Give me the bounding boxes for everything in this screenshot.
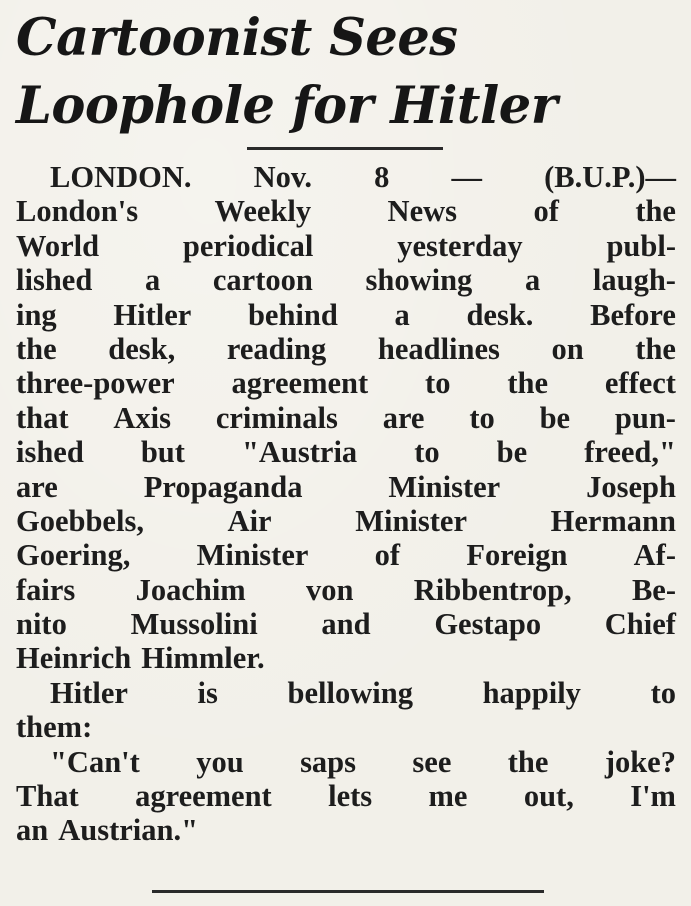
word: agreement [231, 366, 369, 401]
text-line [16, 298, 676, 332]
word: the [507, 744, 549, 779]
word: fairs [16, 572, 76, 607]
word: freed," [584, 435, 676, 470]
word: be [496, 435, 528, 470]
word: Hitler [113, 297, 192, 332]
word: saps [300, 744, 357, 779]
word: Gestapo [434, 607, 542, 642]
word: That [16, 779, 79, 814]
word: lets [328, 779, 373, 814]
headline-divider [247, 147, 443, 150]
word: cartoon [212, 263, 313, 298]
text-line [16, 263, 676, 297]
word: News [387, 194, 458, 229]
word: LONDON. [50, 160, 192, 194]
word: publ- [606, 228, 676, 263]
word: to [414, 435, 440, 470]
word: headlines [377, 331, 500, 366]
headline-line-1: Cartoonist Sees [16, 8, 458, 68]
word: Air [227, 503, 272, 538]
word: are [16, 469, 58, 504]
word: London's [16, 194, 139, 229]
text-line [16, 332, 676, 366]
word: them: [16, 710, 93, 745]
text-line [16, 470, 676, 504]
text-line [16, 401, 676, 435]
word: lished [16, 263, 93, 298]
word: a [524, 263, 541, 298]
word: Joachim [135, 572, 246, 607]
word: "Austria [241, 435, 358, 470]
article-paragraph [16, 676, 676, 745]
word: is [197, 675, 218, 710]
word: see [412, 744, 452, 779]
end-rule [152, 890, 544, 893]
word: Mussolini [130, 607, 258, 642]
word: Be- [631, 572, 676, 607]
word: criminals [215, 400, 338, 435]
word: the [16, 331, 57, 366]
headline [16, 4, 676, 140]
word: and [321, 607, 371, 642]
word: Chief [604, 607, 676, 642]
word: — [451, 160, 482, 194]
word: Minister [196, 538, 309, 573]
text-line [16, 573, 676, 607]
word: Himmler. [141, 641, 265, 676]
word: of [533, 194, 559, 229]
word: yesterday [397, 228, 523, 263]
word: to [469, 400, 495, 435]
article-body [16, 160, 676, 848]
word: to [425, 366, 451, 401]
text-line [16, 813, 676, 847]
word: 8 [374, 160, 390, 194]
text-line [16, 607, 676, 641]
word: reading [226, 331, 327, 366]
word: Nov. [253, 160, 313, 194]
word: a [144, 263, 161, 298]
word: Minister [388, 469, 501, 504]
word: of [374, 538, 401, 573]
word: Goebbels, [16, 503, 144, 538]
word: I'm [630, 779, 676, 814]
word: periodical [182, 228, 314, 263]
word: that [16, 400, 69, 435]
word: joke? [604, 744, 676, 779]
text-line [16, 676, 676, 710]
word: Before [590, 297, 676, 332]
text-line [16, 710, 676, 744]
word: ished [16, 435, 84, 470]
word: Hitler [50, 675, 128, 710]
text-line [16, 538, 676, 572]
word: on [551, 331, 584, 366]
word: the [635, 194, 676, 229]
word: but [140, 435, 185, 470]
word: bellowing [287, 675, 413, 710]
word: effect [604, 366, 676, 401]
word: desk. [466, 297, 534, 332]
text-line [16, 229, 676, 263]
word: Axis [113, 400, 171, 435]
text-line [16, 779, 676, 813]
word: Af- [633, 538, 676, 573]
word: Foreign [466, 538, 568, 573]
article-paragraph [16, 160, 676, 676]
word: be [539, 400, 571, 435]
word: desk, [108, 331, 176, 366]
word: Joseph [586, 469, 676, 504]
word: three-power [16, 366, 175, 401]
word: "Can't [50, 744, 140, 779]
word: ing [16, 297, 57, 332]
word: out, [523, 779, 574, 814]
word: behind [247, 297, 338, 332]
word: Austrian." [58, 813, 199, 848]
word: laugh- [592, 263, 676, 298]
text-line [16, 641, 676, 675]
word: pun- [614, 400, 676, 435]
word: you [196, 744, 244, 779]
word: me [428, 779, 468, 814]
word: (B.U.P.)— [544, 160, 676, 194]
word: Propaganda [143, 469, 303, 504]
article-paragraph [16, 745, 676, 848]
text-line [16, 194, 676, 228]
headline-line-2: Loophole for Hitler [16, 76, 558, 136]
word: Minister [355, 503, 467, 538]
word: agreement [135, 779, 272, 814]
word: the [635, 331, 676, 366]
word: an [16, 813, 49, 848]
text-line [16, 504, 676, 538]
word: a [394, 297, 410, 332]
word: nito [16, 607, 67, 642]
text-line [16, 366, 676, 400]
word: showing [365, 263, 473, 298]
word: are [382, 400, 425, 435]
word: Hermann [550, 503, 676, 538]
word: Weekly [214, 194, 312, 229]
word: von [306, 572, 354, 607]
word: Ribbentrop, [413, 572, 572, 607]
word: Heinrich [16, 641, 132, 676]
word: to [650, 675, 676, 710]
text-line [16, 745, 676, 779]
text-line [16, 160, 676, 194]
word: happily [482, 675, 581, 710]
word: the [507, 366, 548, 401]
text-line [16, 435, 676, 469]
word: Goering, [16, 538, 131, 573]
word: World [16, 228, 100, 263]
